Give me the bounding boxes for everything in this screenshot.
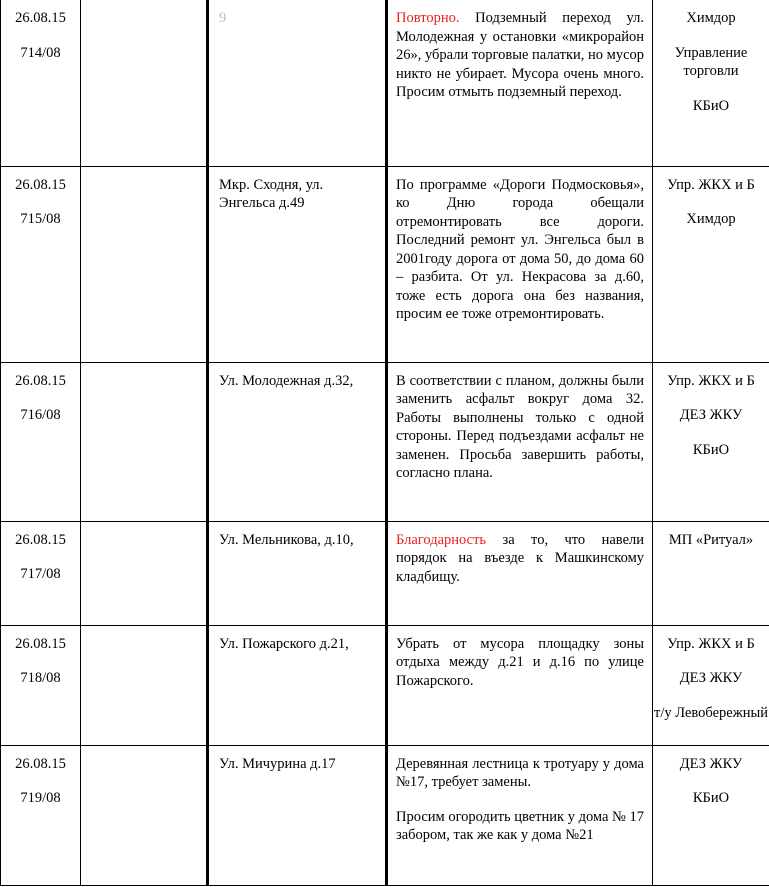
name-cell [81, 0, 208, 166]
table-row [1, 166, 769, 362]
request-text-cell [387, 745, 653, 885]
table-row [1, 625, 769, 745]
name-cell [81, 166, 208, 362]
request-number: 716/08 [20, 407, 61, 423]
request-address: Мкр. Сходня, ул. Энгельса д.49 [219, 176, 324, 211]
responsible-org: т/у Левобережный [654, 704, 768, 721]
request-text-cell [387, 0, 653, 166]
request-highlight: Благодарность [396, 531, 487, 548]
request-date: 26.08.15 [15, 755, 66, 772]
responsible-org: ДЕЗ ЖКУ [679, 755, 743, 772]
request-number: 715/08 [20, 211, 61, 227]
address-cell [208, 362, 387, 521]
request-text: В соответствии с планом, должны были заменить асфальт вокруг дома 32. Работы выполнены только с одной стороны. Перед подъездами асфальт не заменен. Просьба завершить работы, согласно плана. [396, 372, 644, 481]
responsible-cell [653, 625, 769, 745]
name-cell [81, 521, 208, 625]
request-address: Ул. Молодежная д.32, [219, 372, 354, 389]
date-cell [1, 521, 81, 625]
responsible-org: ДЕЗ ЖКУ [679, 407, 743, 423]
name-cell [81, 362, 208, 521]
date-cell [1, 362, 81, 521]
request-date: 26.08.15 [15, 10, 66, 26]
name-cell [81, 625, 208, 745]
request-text-cell [387, 166, 653, 362]
responsible-org: ДЕЗ ЖКУ [679, 670, 743, 686]
name-cell [81, 745, 208, 885]
responsible-cell [653, 362, 769, 521]
address-cell [208, 745, 387, 885]
request-date: 26.08.15 [15, 372, 66, 389]
responsible-org: Химдор [686, 211, 736, 227]
responsible-cell [653, 0, 769, 166]
request-number: 719/08 [20, 790, 61, 806]
address-cell [208, 0, 387, 166]
request-date: 26.08.15 [15, 635, 66, 652]
request-date: 26.08.15 [15, 176, 66, 193]
responsible-org: КБиО [692, 790, 730, 806]
address-cell [208, 625, 387, 745]
responsible-org: Управление торговли [674, 44, 748, 79]
date-cell [1, 625, 81, 745]
table-row [1, 745, 769, 885]
request-text-cell [387, 625, 653, 745]
responsible-cell [653, 745, 769, 885]
request-highlight: Повторно. [396, 10, 460, 26]
request-address: Ул. Мичурина д.17 [219, 755, 336, 772]
request-text: Убрать от мусора площадку зоны отдыха между д.21 и д.16 по улице Пожарского. [396, 635, 644, 689]
table-row [1, 362, 769, 521]
request-text: По программе «Дороги Подмосковья», ко Дню города обещали отремонтировать все дороги. Последний ремонт ул. Энгельса был в 2001году дорога от дома 50, до дома 60 – разбита. От ул. Некрасова за д.60, тоже есть дорога она без названия, просим ее тоже отремонтировать. [396, 176, 644, 322]
address-mark: 9 [219, 10, 227, 26]
request-address: Ул. Пожарского д.21, [219, 635, 349, 652]
responsible-cell [653, 166, 769, 362]
date-cell [1, 166, 81, 362]
table-row [1, 521, 769, 625]
responsible-cell [653, 521, 769, 625]
date-cell [1, 745, 81, 885]
request-number: 718/08 [20, 670, 61, 686]
request-text: Деревянная лестница к тротуару у дома №17, требует замены. [396, 755, 644, 790]
address-cell [208, 166, 387, 362]
address-cell [208, 521, 387, 625]
responsible-org: Упр. ЖКХ и Б [667, 176, 755, 193]
responsible-org: Упр. ЖКХ и Б [667, 372, 755, 389]
responsible-org: МП «Ритуал» [668, 531, 754, 548]
table-row [1, 0, 769, 166]
request-text-cell [387, 521, 653, 625]
request-number: 714/08 [20, 44, 61, 61]
request-address: Ул. Мельникова, д.10, [219, 531, 354, 548]
request-text: за то, что навели порядок на въезде к Машкинскому кладбищу. [396, 531, 644, 585]
date-cell [1, 0, 81, 166]
responsible-org: Упр. ЖКХ и Б [667, 635, 755, 652]
request-text-cell [387, 362, 653, 521]
request-date: 26.08.15 [15, 531, 66, 548]
request-number: 717/08 [20, 566, 61, 582]
request-text: Подземный переход ул. Молодежная у остановки «микрорайон 26», убрали торговые палатки, но мусор никто не убирает. Мусора очень много. Просим отмыть подземный переход. [396, 10, 645, 100]
request-text-second: Просим огородить цветник у дома № 17 забором, так же как у дома №21 [396, 808, 645, 843]
responsible-org: Химдор [686, 10, 736, 26]
responsible-org: КБиО [692, 441, 730, 458]
responsible-org: КБиО [692, 97, 730, 114]
